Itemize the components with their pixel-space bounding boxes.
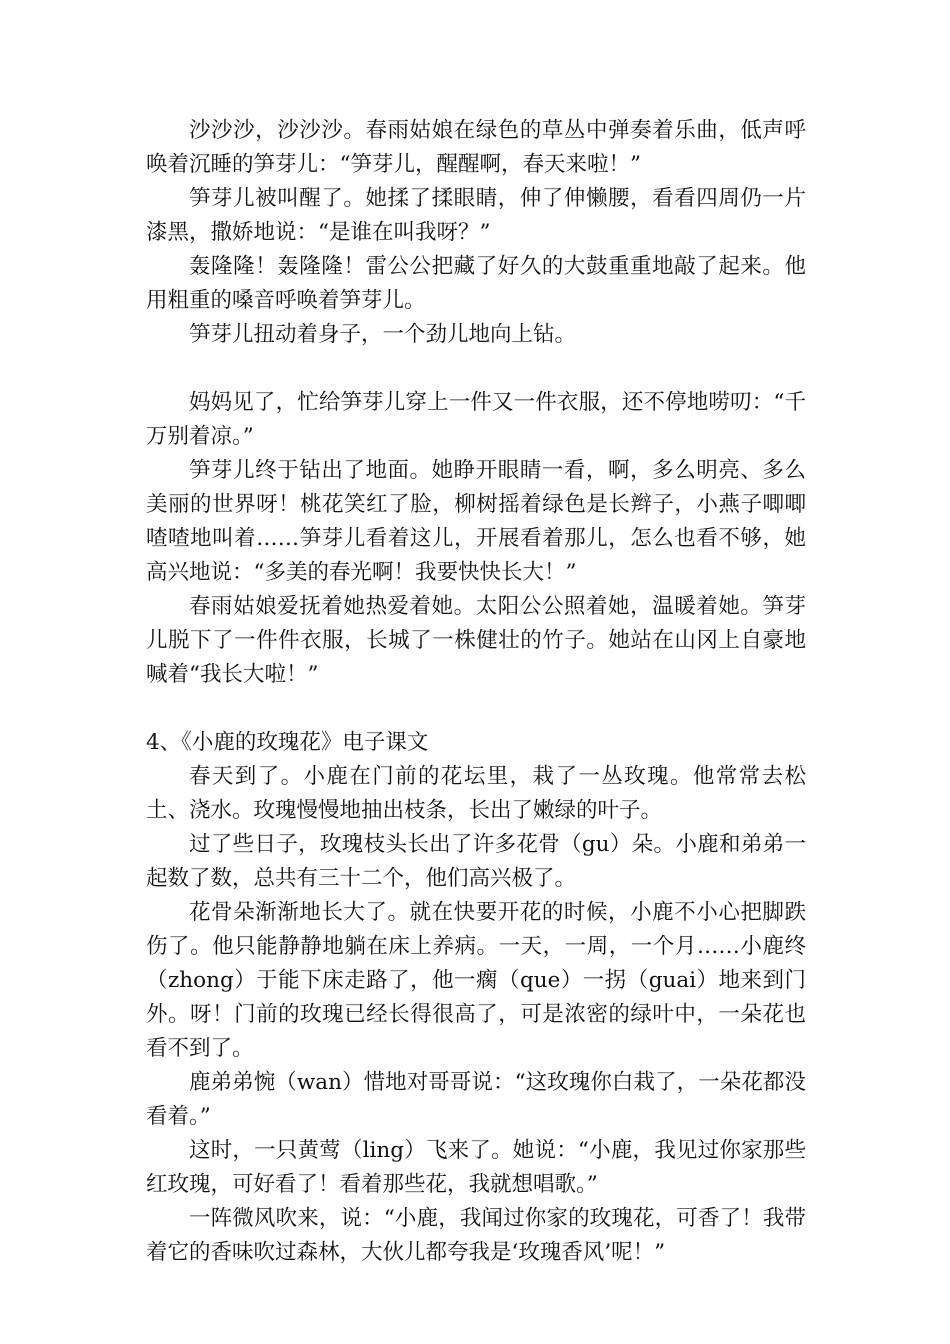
paragraph: 春天到了。小鹿在门前的花坛里，栽了一丛玫瑰。他常常去松土、浇水。玫瑰慢慢地抽出枝条，长出了嫩绿的叶子。 bbox=[146, 764, 806, 823]
paragraph: 笋芽儿被叫醒了。她揉了揉眼睛，伸了伸懒腰，看看四周仍一片漆黑，撒娇地说：“是谁在叫我呀？” bbox=[146, 186, 806, 245]
paragraph: 妈妈见了，忙给笋芽儿穿上一件又一件衣服，还不停地唠叨：“千万别着凉。” bbox=[146, 390, 806, 449]
paragraph: 过了些日子，玫瑰枝头长出了许多花骨（gu）朵。小鹿和弟弟一起数了数，总共有三十二个，他们高兴极了。 bbox=[146, 832, 806, 891]
paragraph: 笋芽儿扭动着身子，一个劲儿地向上钻。 bbox=[189, 322, 577, 347]
paragraph: 沙沙沙，沙沙沙。春雨姑娘在绿色的草丛中弹奏着乐曲，低声呼唤着沉睡的笋芽儿：“笋芽儿，醒醒啊，春天来啦！” bbox=[146, 118, 806, 177]
paragraph: 笋芽儿终于钻出了地面。她睁开眼睛一看，啊，多么明亮、多么美丽的世界呀！桃花笑红了脸，柳树摇着绿色是长辫子，小燕子唧唧喳喳地叫着……笋芽儿看着这儿，开展看着那儿，怎么也看不够，她高兴地说：“多美的春光啊！我要快快长大！” bbox=[146, 458, 806, 585]
blank-line bbox=[146, 352, 806, 386]
paragraph: 鹿弟弟惋（wan）惜地对哥哥说：“这玫瑰你白栽了，一朵花都没看着。” bbox=[146, 1070, 806, 1129]
blank-line bbox=[146, 692, 806, 726]
paragraph: 一阵微风吹来，说：“小鹿，我闻过你家的玫瑰花，可香了！我带着它的香味吹过森林，大伙儿都夸我是‘玫瑰香风’呢！” bbox=[146, 1206, 806, 1265]
section-heading: 4、《小鹿的玫瑰花》电子课文 bbox=[146, 730, 429, 755]
paragraph: 这时，一只黄莺（ling）飞来了。她说：“小鹿，我见过你家那些红玫瑰，可好看了！看着那些花，我就想唱歌。” bbox=[146, 1138, 806, 1197]
document-page bbox=[146, 114, 806, 1270]
paragraph: 花骨朵渐渐地长大了。就在快要开花的时候，小鹿不小心把脚跌伤了。他只能静静地躺在床上养病。一天，一周，一个月……小鹿终（zhong）于能下床走路了，他一瘸（que）一拐（guai）地来到门外。呀！门前的玫瑰已经长得很高了，可是浓密的绿叶中，一朵花也看不到了。 bbox=[146, 900, 806, 1061]
paragraph: 春雨姑娘爱抚着她热爱着她。太阳公公照着她，温暖着她。笋芽儿脱下了一件件衣服，长城了一株健壮的竹子。她站在山冈上自豪地喊着“我长大啦！” bbox=[146, 594, 806, 687]
paragraph: 轰隆隆！轰隆隆！雷公公把藏了好久的大鼓重重地敲了起来。他用粗重的嗓音呼唤着笋芽儿。 bbox=[146, 254, 806, 313]
